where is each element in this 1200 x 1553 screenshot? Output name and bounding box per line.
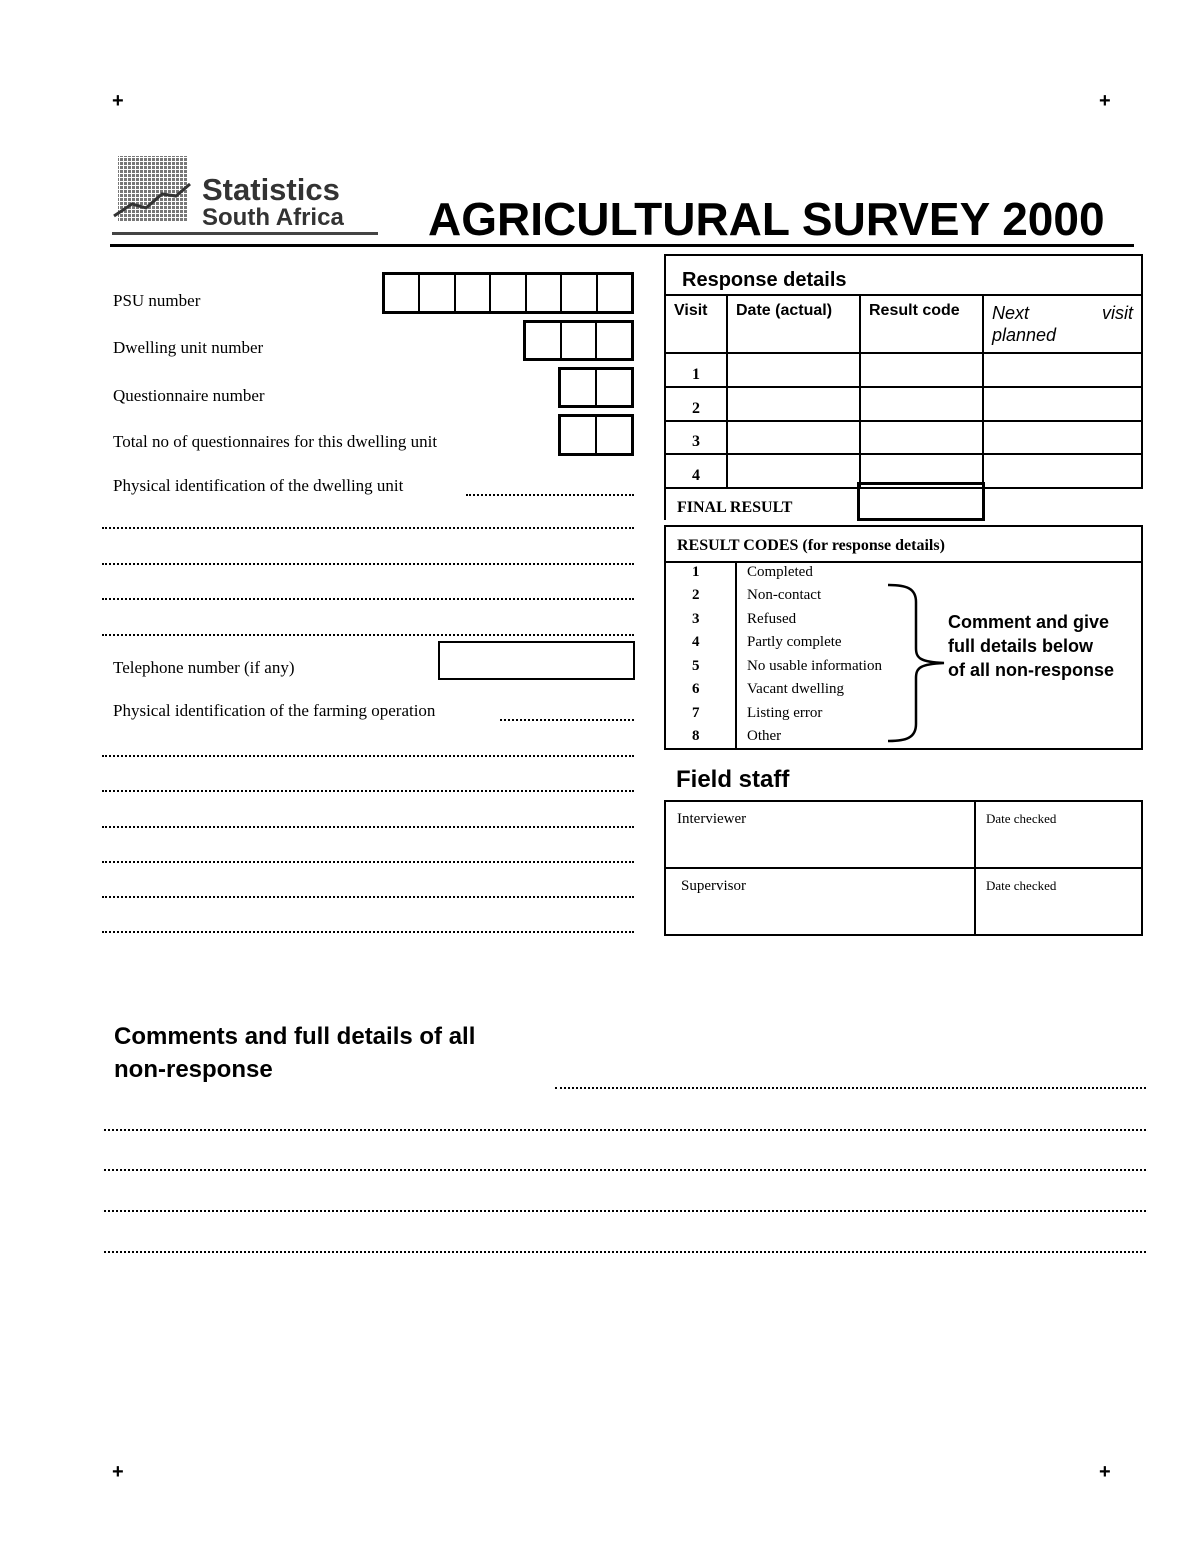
total-questionnaires-label: Total no of questionnaires for this dwelling unit [113,432,438,451]
final-result-field[interactable] [857,482,985,521]
crop-mark-top-left: + [112,90,124,112]
visit-result-cell[interactable] [860,387,983,421]
col-result-code: Result code [860,295,983,353]
response-details-title: Response details [682,269,847,291]
supervisor-field[interactable] [666,869,974,934]
curly-brace-icon [886,582,946,744]
dwelling-unit-number-field[interactable] [523,320,634,361]
result-code-label: Listing error [747,705,823,721]
non-response-note-line2: full details below [948,636,1094,656]
visit-number: 4 [665,454,727,488]
response-details-table [664,294,1143,489]
result-code-num: 4 [692,634,700,650]
col-date-actual: Date (actual) [727,295,860,353]
date-checked-label: Date checked [986,878,1057,893]
result-code-num: 5 [692,658,700,674]
supervisor-date-checked-field[interactable] [976,869,1141,934]
result-code-label: Non-contact [747,587,822,603]
comments-title-line2: non-response [114,1056,273,1083]
result-codes-subtitle: (for response details) [802,537,945,554]
result-codes-rule [666,561,1141,563]
comments-line[interactable] [555,1087,1146,1089]
physical-farming-line[interactable] [102,826,634,828]
physical-dwelling-line[interactable] [466,494,634,496]
physical-farming-line[interactable] [102,755,634,757]
comments-line[interactable] [104,1251,1146,1253]
visit-next-cell[interactable] [983,454,1142,488]
interviewer-field[interactable] [666,802,974,867]
physical-farming-line[interactable] [102,931,634,933]
result-codes-title [677,537,945,555]
response-details-header [664,254,1143,295]
result-code-label: Vacant dwelling [747,681,845,697]
date-checked-label: Date checked [986,811,1057,826]
result-code-row [692,587,822,604]
stats-sa-logo [112,154,382,238]
physical-dwelling-label: Physical identification of the dwelling unit [113,476,404,495]
crop-mark-top-right: + [1099,90,1111,112]
interviewer-label: Interviewer [677,811,747,827]
next-visit-word2: visit [1102,303,1133,323]
result-code-label: Other [747,728,782,744]
field-staff-title: Field staff [676,766,790,793]
result-code-row [692,728,782,745]
page-title: AGRICULTURAL SURVEY 2000 [428,193,1105,245]
physical-dwelling-line[interactable] [102,598,634,600]
response-header-row [665,295,1142,353]
grid-chart-icon [112,154,192,226]
result-code-label: Refused [747,611,797,627]
result-code-row [692,681,845,698]
result-code-num: 1 [692,564,700,580]
supervisor-label: Supervisor [681,878,746,894]
visit-next-cell[interactable] [983,353,1142,387]
visit-date-cell[interactable] [727,454,860,488]
result-code-num: 8 [692,728,700,744]
logo-text-line1: Statistics [202,172,340,207]
physical-farming-line[interactable] [102,896,634,898]
total-questionnaires-field[interactable] [558,414,634,456]
result-code-row [692,634,842,651]
psu-number-field[interactable] [382,272,634,314]
visit-row [665,353,1142,387]
interviewer-date-checked-field[interactable] [976,802,1141,867]
comments-title [114,1020,475,1086]
visit-row [665,387,1142,421]
comments-title-line1: Comments and full details of all [114,1023,476,1050]
logo-text-line2: South Africa [202,204,344,231]
dwelling-label: Dwelling unit number [113,338,264,357]
telephone-field[interactable] [438,641,635,680]
non-response-note-line1: Comment and give [948,612,1110,632]
visit-number: 2 [665,387,727,421]
next-visit-word3: planned [992,325,1057,345]
visit-row [665,421,1142,454]
psu-label: PSU number [113,291,201,310]
non-response-note-line3: of all non-response [948,660,1115,680]
visit-number: 3 [665,421,727,454]
result-codes-title-text: RESULT CODES [677,537,799,554]
physical-farming-line[interactable] [102,861,634,863]
result-code-num: 7 [692,705,700,721]
physical-dwelling-line[interactable] [102,634,634,636]
result-code-num: 2 [692,587,700,603]
result-code-row [692,611,797,628]
physical-farming-label: Physical identification of the farming operation [113,701,436,720]
comments-line[interactable] [104,1129,1146,1131]
final-result-label: FINAL RESULT [677,499,793,516]
physical-dwelling-line[interactable] [102,527,634,529]
visit-next-cell[interactable] [983,421,1142,454]
result-code-label: No usable information [747,658,882,674]
result-code-label: Partly complete [747,634,842,650]
visit-date-cell[interactable] [727,421,860,454]
result-code-row [692,658,882,675]
result-codes-col-rule [735,561,737,748]
field-staff-box [664,800,1143,936]
col-next-visit [983,295,1142,353]
title-rule [110,244,1134,247]
telephone-label: Telephone number (if any) [113,658,295,677]
comments-line[interactable] [104,1210,1146,1212]
non-response-note [948,610,1114,682]
logo-underline [112,232,378,235]
result-code-row [692,564,813,581]
result-code-label: Completed [747,564,813,580]
crop-mark-bottom-left: + [112,1461,124,1483]
comments-line[interactable] [104,1169,1146,1171]
visit-result-cell[interactable] [860,353,983,387]
physical-farming-line[interactable] [500,719,634,721]
crop-mark-bottom-right: + [1099,1461,1111,1483]
questionnaire-number-field[interactable] [558,367,634,408]
next-visit-word1: Next [992,303,1030,323]
final-result-left-rule [664,482,666,520]
result-code-num: 3 [692,611,700,627]
col-visit: Visit [665,295,727,353]
visit-date-cell[interactable] [727,353,860,387]
questionnaire-label: Questionnaire number [113,386,265,405]
visit-date-cell[interactable] [727,387,860,421]
result-code-num: 6 [692,681,700,697]
visit-number: 1 [665,353,727,387]
result-code-row [692,705,823,722]
visit-next-cell[interactable] [983,387,1142,421]
physical-dwelling-line[interactable] [102,563,634,565]
visit-result-cell[interactable] [860,421,983,454]
physical-farming-line[interactable] [102,790,634,792]
